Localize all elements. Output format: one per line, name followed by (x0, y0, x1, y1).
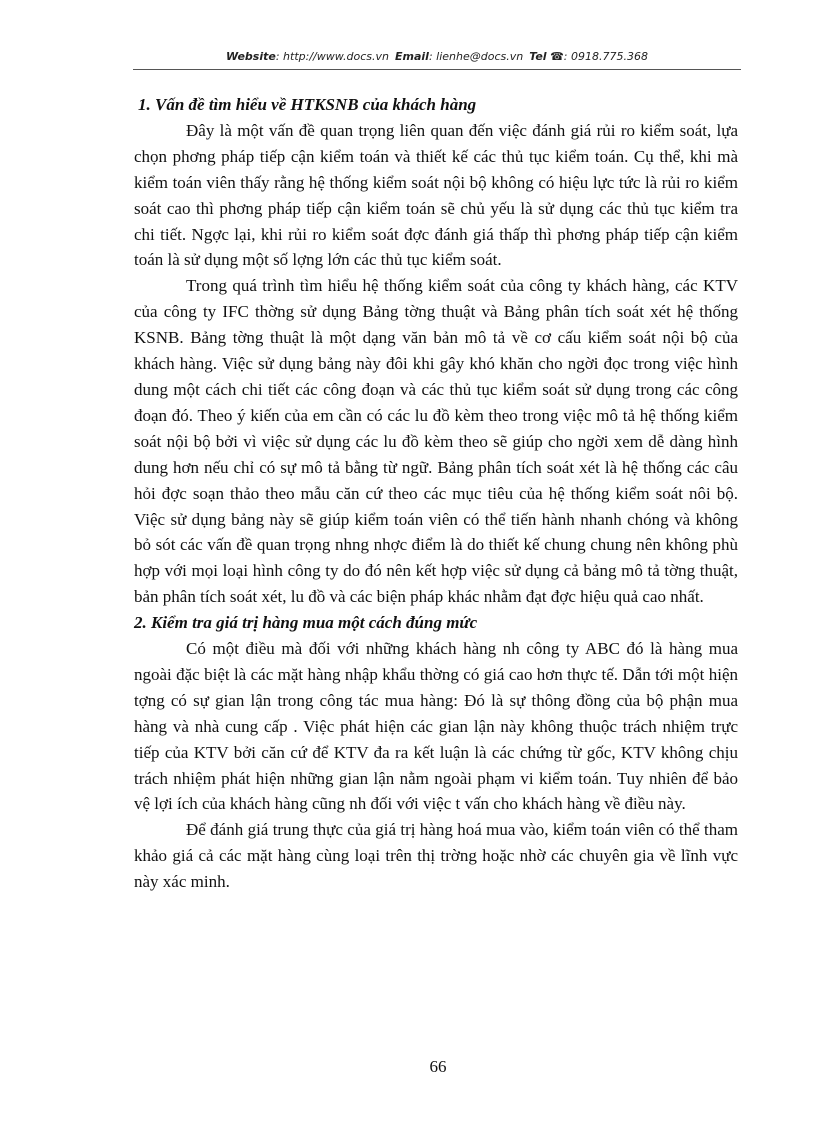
tel-value: : 0918.775.368 (563, 50, 648, 63)
website-label: Website (226, 50, 276, 63)
section-2-paragraph-1: Có một điều mà đối với những khách hàng nh công ty ABC đó là hàng mua ngoài đặc biệt là các mặt hàng nhập khẩu thờng có giá cao hơn thực tế. Dẫn tới một hiện tợng có sự gian lận trong công tác mua hàng: Đó là sự thông đồng của bộ phận mua hàng và nhà cung cấp . Việc phát hiện các gian lận này không thuộc trách nhiệm trực tiếp của KTV bởi căn cứ để KTV đa ra kết luận là các chứng từ gốc, KTV không chịu trách nhiệm phát hiện những gian lận nằm ngoài phạm vi kiểm toán. Tuy nhiên để bảo vệ lợi ích của khách hàng cũng nh đối với việc t vấn cho khách hàng về điều này. (134, 639, 738, 814)
email-value: : lienhe@docs.vn (428, 50, 524, 63)
phone-icon: ☎ (550, 50, 564, 63)
page-header (133, 47, 741, 70)
section-2-heading: 2. Kiểm tra giá trị hàng mua một cách đúng mức (134, 613, 478, 633)
section-1-paragraph-1: Đây là một vấn đề quan trọng liên quan đến việc đánh giá rủi ro kiểm soát, lựa chọn phơng pháp tiếp cận kiểm toán và thiết kế các thủ tục kiểm toán. Cụ thể, khi mà kiểm toán viên thấy rằng hệ thống kiểm soát nội bộ không có hiệu lực tức là rủi ro kiểm soát cao thì phơng pháp tiếp cận kiểm toán sẽ chủ yếu là sử dụng các thủ tục kiểm tra chi tiết. Ngợc lại, khi rủi ro kiểm soát đợc đánh giá thấp thì phơng pháp tiếp cận kiểm toán là sử dụng một số lợng lớn các thủ tục kiểm soát. (134, 120, 738, 270)
section-2-paragraph-2: Để đánh giá trung thực của giá trị hàng hoá mua vào, kiểm toán viên có thể tham khảo giá cả các mặt hàng cùng loại trên thị trờng hoặc nhờ các chuyên gia về lĩnh vực này xác minh. (134, 820, 738, 892)
document-body (134, 92, 738, 895)
email-label: Email (395, 50, 429, 63)
tel-label: Tel (529, 50, 547, 63)
page-number: 66 (429, 1057, 447, 1076)
section-1-heading: 1. Vấn đề tìm hiểu về HTKSNB của khách hàng (138, 95, 477, 114)
section-1-paragraph-2: Trong quá trình tìm hiểu hệ thống kiểm soát của công ty khách hàng, các KTV của công ty IFC thờng sử dụng Bảng tờng thuật và Bảng phân tích soát xét hệ thống KSNB. Bảng tờng thuật là một dạng văn bản mô tả về cơ cấu kiểm soát nội bộ của khách hàng. Việc sử dụng bảng này đôi khi gây khó khăn cho ngời đọc trong việc hình dung một cách chi tiết các công đoạn và các thủ tục kiểm soát sử dụng trong các công đoạn đó. Theo ý kiến của em cần có các lu đồ kèm theo trong việc mô tả hệ thống kiểm soát nội bộ bởi vì việc sử dụng các lu đồ kèm theo sẽ giúp cho ngời xem dễ dàng hình dung hơn nếu chỉ có sự mô tả bằng từ ngữ. Bảng phân tích soát xét là hệ thống các câu hỏi đợc soạn thảo theo mẫu căn cứ theo các mục tiêu của hệ thống kiểm soát nôi bộ. Việc sử dụng bảng này sẽ giúp kiểm toán viên có thể tiến hành nhanh chóng và không bỏ sót các vấn đề quan trọng nhng nhợc điểm là do thiết kế chung chung nên không phù hợp với mọi loại hình công ty do đó nên kết hợp việc sử dụng cả bảng mô tả tờng thuật, bản phân tích soát xét, lu đồ và các biện pháp khác nhằm đạt đợc hiệu quả cao nhất. (134, 276, 738, 607)
website-value: : http://www.docs.vn (275, 50, 390, 63)
